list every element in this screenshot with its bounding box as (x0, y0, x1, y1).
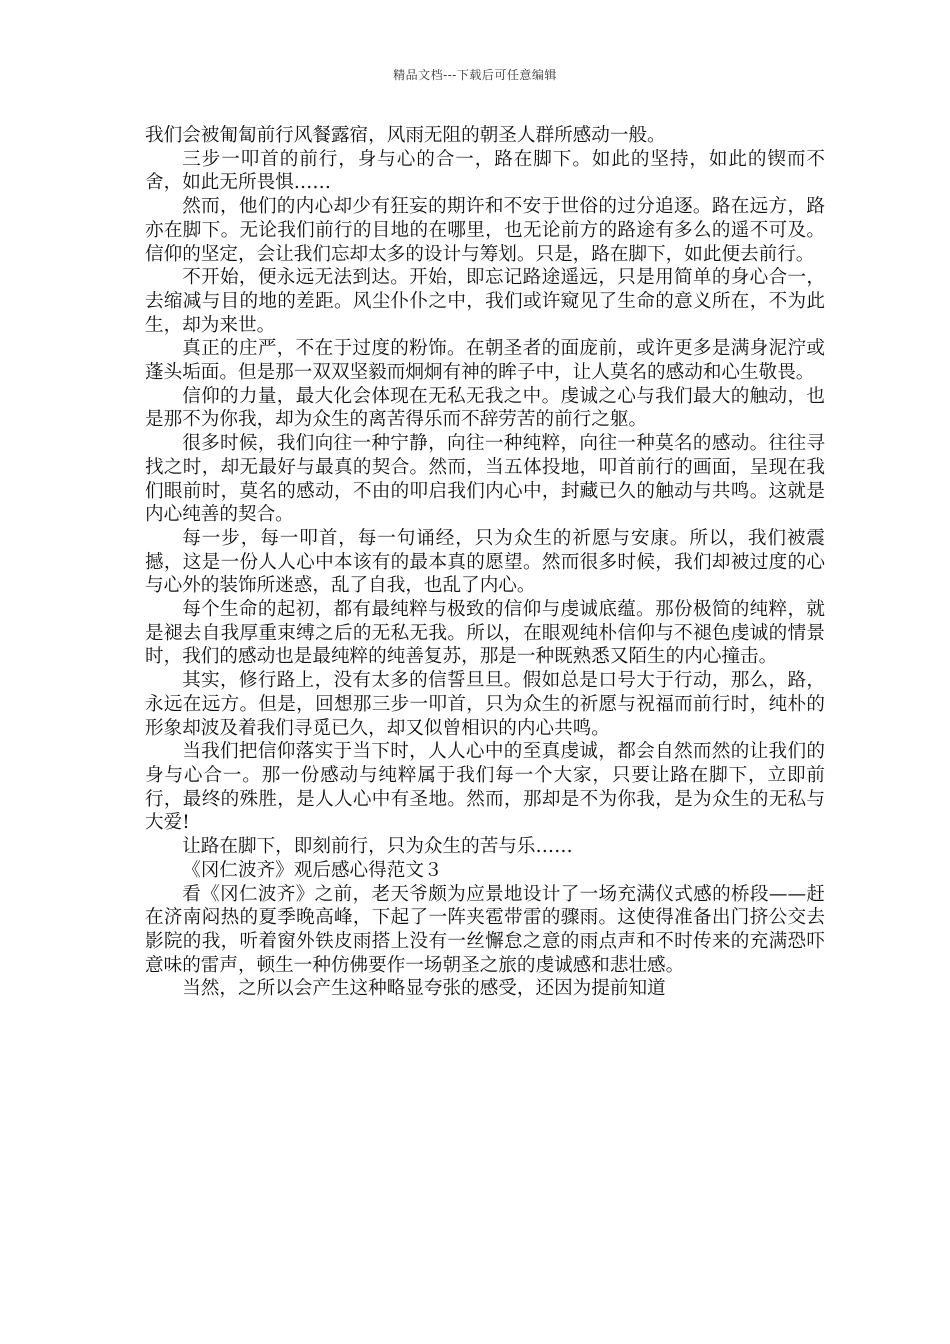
page-header: 精品文档---下载后可任意编辑 (393, 68, 557, 82)
paragraph: 其实，修行路上，没有太多的信誓旦旦。假如总是口号大于行动，那么，路，永远在远方。但是，回想那三步一叩首，只为众生的祈愿与祝福而前行时，纯朴的形象却波及着我们寻觅已久，却又似曾相识的内心共鸣。 (145, 670, 825, 739)
paragraph: 看《冈仁波齐》之前，老天爷颇为应景地设计了一场充满仪式感的桥段——赶在济南闷热的夏季晚高峰，下起了一阵夹雹带雷的骤雨。这使得准备出门挤公交去影院的我，听着窗外铁皮雨搭上没有一丝懈怠之意的雨点声和不时传来的充满恐吓意味的雷声，顿生一种仿佛要作一场朝圣之旅的虔诚感和悲壮感。 (145, 883, 825, 976)
paragraph: 当然，之所以会产生这种略显夸张的感受，还因为提前知道 (182, 978, 666, 1000)
section-heading: 《冈仁波齐》观后感心得范文３ (182, 859, 443, 881)
body-text (145, 124, 825, 1001)
paragraph: 信仰的力量，最大化会体现在无私无我之中。虔诚之心与我们最大的触动，也是那不为你我，却为众生的离苦得乐而不辞劳苦的前行之躯。 (145, 385, 825, 431)
paragraph: 不开始，便永远无法到达。开始，即忘记路途遥远，只是用简单的身心合一，去缩减与目的地的差距。风尘仆仆之中，我们或许窥见了生命的意义所在，不为此生，却为来世。 (145, 267, 825, 336)
paragraph: 三步一叩首的前行，身与心的合一，路在脚下。如此的坚持，如此的锲而不舍，如此无所畏惧…… (145, 148, 825, 194)
paragraph: 真正的庄严，不在于过度的粉饰。在朝圣者的面庞前，或许更多是满身泥泞或蓬头垢面。但是那一双双坚毅而炯炯有神的眸子中，让人莫名的感动和心生敬畏。 (145, 338, 825, 384)
paragraph: 每一步，每一叩首，每一句诵经，只为众生的祈愿与安康。所以，我们被震撼，这是一份人人心中本该有的最本真的愿望。然而很多时候，我们却被过度的心与心外的装饰所迷惑，乱了自我，也乱了内心。 (145, 527, 825, 597)
paragraph: 每个生命的起初，都有最纯粹与极致的信仰与虔诚底蕴。那份极简的纯粹，就是褪去自我厚重束缚之后的无私无我。所以，在眼观纯朴信仰与不褪色虔诚的情景时，我们的感动也是最纯粹的纯善复苏，那是一种既熟悉又陌生的内心撞击。 (145, 599, 825, 668)
paragraph: 我们会被匍匐前行风餐露宿，风雨无阻的朝圣人群所感动一般。 (145, 125, 666, 146)
paragraph: 让路在脚下，即刻前行，只为众生的苦与乐…… (182, 836, 573, 858)
paragraph: 很多时候，我们向往一种宁静，向往一种纯粹，向往一种莫名的感动。往往寻找之时，却无最好与最真的契合。然而，当五体投地，叩首前行的画面，呈现在我们眼前时，莫名的感动，不由的叩启我们内心中，封藏已久的触动与共鸣。这就是内心纯善的契合。 (145, 433, 825, 526)
paragraph: 然而，他们的内心却少有狂妄的期许和不安于世俗的过分追逐。路在远方，路亦在脚下。无论我们前行的目地的在哪里，也无论前方的路途有多么的遥不可及。信仰的坚定，会让我们忘却太多的设计与筹划。只是，路在脚下，如此便去前行。 (145, 196, 825, 265)
paragraph: 当我们把信仰落实于当下时，人人心中的至真虔诚，都会自然而然的让我们的身与心合一。那一份感动与纯粹属于我们每一个大家，只要让路在脚下，立即前行，最终的殊胜，是人人心中有圣地。然而，那却是不为你我，是为众生的无私与大爱! (145, 741, 825, 834)
